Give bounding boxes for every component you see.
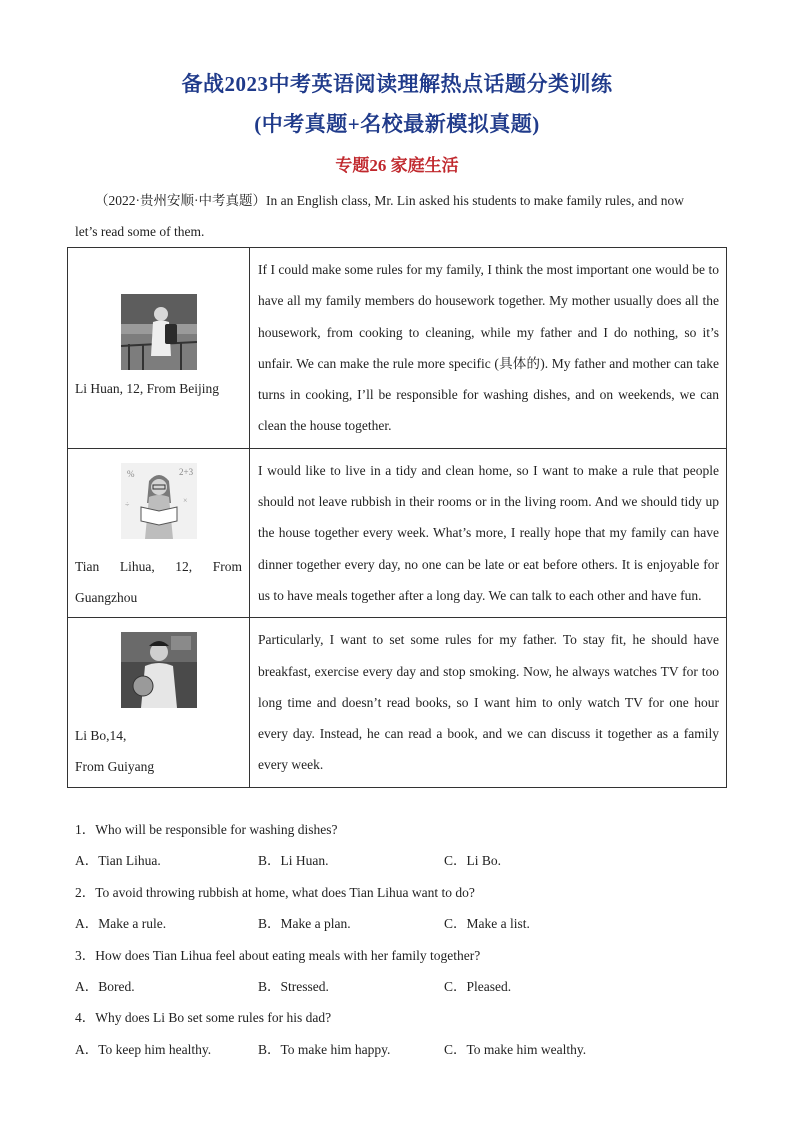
document-subtitle-source: (中考真题+名校最新模拟真题) <box>254 112 540 136</box>
option-c: C．To make him wealthy. <box>444 1041 587 1057</box>
person-caption-line-2: Guangzhou <box>75 589 138 605</box>
svg-text:%: % <box>126 468 134 479</box>
option-a: A．Bored. <box>75 978 135 994</box>
svg-text:×: × <box>182 495 188 505</box>
person-cell <box>68 618 250 787</box>
question-3: 3．How does Tian Lihua feel about eating meals with her family together? <box>75 947 481 963</box>
intro-paragraph <box>75 185 723 247</box>
boy-with-ball-photo <box>121 632 197 708</box>
person-cell <box>68 248 250 449</box>
option-b: B．Li Huan. <box>258 853 329 869</box>
question-2: 2．To avoid throwing rubbish at home, what does Tian Lihua want to do? <box>75 884 475 900</box>
person-caption: Li Huan, 12, From Beijing <box>75 381 219 396</box>
girl-reading-photo <box>121 463 197 539</box>
rule-text: Particularly, I want to set some rules for my father. To stay fit, he should have breakfast, exercise every day and stop smoking. Now, he always watches TV for too long time and doesn’t read books, so I want him to only watch TV for one hour every day. Instead, he can read a book, and we can discuss it together as a family every week. <box>250 618 727 787</box>
option-b: B．Stressed. <box>258 978 329 994</box>
person-caption-line-2: From Guiyang <box>75 759 155 775</box>
boy-photo <box>121 294 197 370</box>
option-c: C．Make a list. <box>444 916 530 932</box>
svg-text:2+3: 2+3 <box>178 466 193 477</box>
question-1: 1．Who will be responsible for washing dishes? <box>75 822 338 837</box>
table-row <box>68 448 727 617</box>
option-a: A．Tian Lihua. <box>75 853 161 869</box>
topic-heading: 专题26 家庭生活 <box>335 156 459 175</box>
option-b: B．To make him happy. <box>258 1041 391 1057</box>
option-a: A．To keep him healthy. <box>75 1041 212 1057</box>
question-list <box>75 814 725 1065</box>
options-1 <box>75 845 725 876</box>
option-a: A．Make a rule. <box>75 916 167 932</box>
option-b: B．Make a plan. <box>258 916 351 932</box>
rule-text: If I could make some rules for my family, I think the most important one would be to have all my family members do housework together. My mother usually does all the housework, from cooking to cleaning, while my father and I do nothing, so it’s unfair. We can make the rule more specific (具体的). My father and mother can take turns in cooking, I’ll be responsible for washing dishes, and on weekends, we can clean the house together. <box>250 248 727 449</box>
svg-text:÷: ÷ <box>124 499 129 509</box>
intro-line-2: let’s read some of them. <box>75 224 205 239</box>
option-c: C．Pleased. <box>444 978 512 994</box>
options-3 <box>75 971 725 1002</box>
intro-line-1: （2022·贵州安顺·中考真题）In an English class, Mr. Lin asked his students to make family rules, and now <box>95 193 685 208</box>
person-caption: Tian Lihua, 12, From <box>75 558 242 574</box>
family-rules-table <box>67 247 727 788</box>
options-2 <box>75 908 725 939</box>
table-row <box>68 248 727 449</box>
table-row <box>68 618 727 787</box>
person-cell <box>68 448 250 617</box>
option-c: C．Li Bo. <box>444 853 502 869</box>
options-4 <box>75 1034 725 1065</box>
person-caption: Li Bo,14, <box>75 728 127 744</box>
document-title: 备战2023中考英语阅读理解热点话题分类训练 <box>181 72 613 96</box>
rule-text: I would like to live in a tidy and clean home, so I want to make a rule that people should not leave rubbish in their rooms or in the living room. And we should tidy up the house together every week. What’s more, I really hope that my family can have dinner together every day, no one can be late or eat before others. It is enjoyable for us to have meals together after a long day. We can talk to each other and have fun. <box>250 448 727 617</box>
question-4: 4．Why does Li Bo set some rules for his dad? <box>75 1010 332 1026</box>
